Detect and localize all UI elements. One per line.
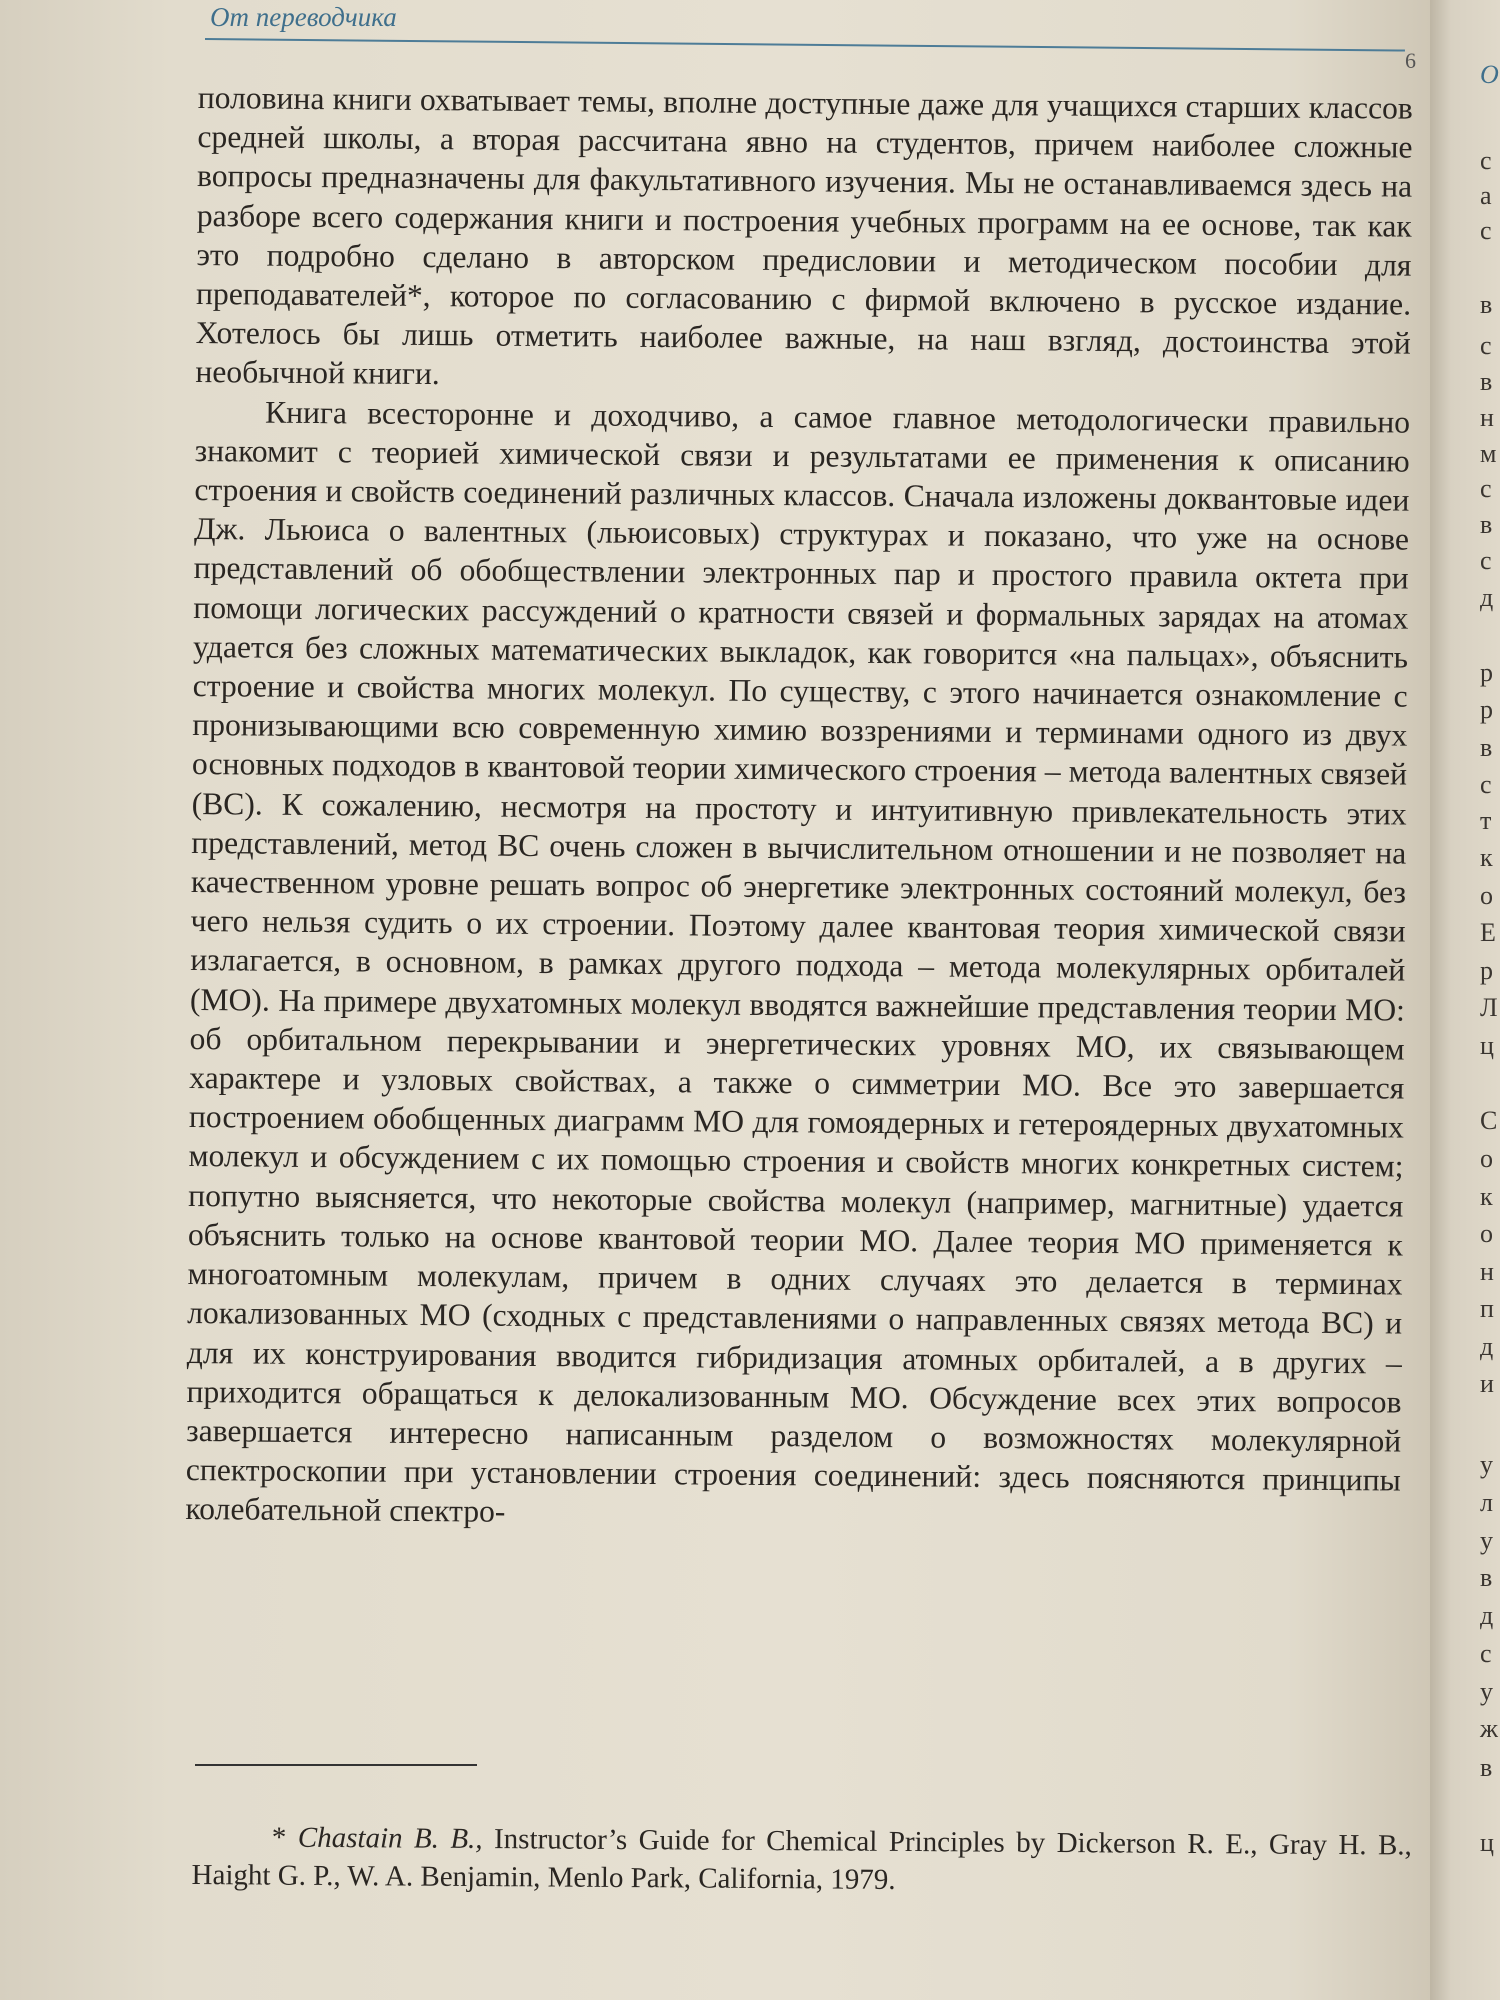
adjacent-letter: р [1480, 695, 1493, 724]
adjacent-letter: в [1480, 510, 1493, 539]
adjacent-letter: и [1480, 1369, 1494, 1398]
footnote-author: Chastain B. B., [297, 1821, 483, 1856]
adjacent-letter: о [1480, 1144, 1493, 1173]
adjacent-letter: д [1480, 1332, 1494, 1361]
adjacent-letter: ц [1480, 1031, 1494, 1060]
adjacent-letter: п [1480, 1294, 1494, 1323]
adjacent-letter: ц [1480, 1828, 1494, 1857]
adjacent-letter: Е [1480, 918, 1496, 947]
adjacent-letter: в [1480, 367, 1493, 396]
adjacent-letter: н [1480, 403, 1494, 432]
adjacent-letter: с [1480, 146, 1492, 175]
adjacent-letter: в [1480, 733, 1493, 762]
adjacent-letter: с [1480, 331, 1492, 360]
body-text [185, 78, 1413, 1539]
adjacent-letter: ж [1480, 1714, 1498, 1743]
adjacent-letter: в [1480, 1563, 1493, 1592]
adjacent-letter: м [1480, 439, 1497, 468]
adjacent-letter: с [1480, 1639, 1492, 1668]
adjacent-letter: о [1480, 1219, 1493, 1248]
footnote-rule [195, 1764, 477, 1766]
adjacent-letter: в [1480, 1753, 1493, 1782]
adjacent-letter: у [1480, 1526, 1493, 1555]
footnote-indent [192, 1846, 272, 1847]
adjacent-letter: в [1480, 290, 1493, 319]
footnote [191, 1818, 1412, 1903]
adjacent-letter: с [1480, 770, 1492, 799]
adjacent-page-letters [1478, 0, 1500, 2000]
adjacent-letter: д [1480, 583, 1494, 612]
adjacent-letter: д [1480, 1601, 1494, 1630]
adjacent-letter: С [1480, 1106, 1498, 1135]
adjacent-letter: о [1480, 881, 1493, 910]
adjacent-letter: н [1480, 1257, 1494, 1286]
adjacent-letter: с [1480, 474, 1492, 503]
adjacent-letter: а [1480, 181, 1492, 210]
adjacent-letter: у [1480, 1450, 1493, 1479]
adjacent-letter: т [1480, 806, 1492, 835]
page-number: 6 [1405, 48, 1416, 73]
adjacent-letter: с [1480, 546, 1492, 575]
header-rule [205, 38, 1405, 52]
adjacent-letter: О [1480, 60, 1499, 89]
adjacent-letter: у [1480, 1677, 1493, 1706]
footnote-marker: * [271, 1821, 287, 1854]
running-head: От переводчика [210, 2, 397, 32]
adjacent-letter: р [1480, 658, 1493, 687]
adjacent-letter: л [1480, 1488, 1493, 1517]
adjacent-letter: к [1480, 843, 1493, 872]
footnote-text: Instructor’s Guide for Chemical Principles by Dickerson R. E., Gray H. B., Haight G. P., W. A. Benjamin, Menlo Park, California, 1979. [191, 1823, 1412, 1896]
paragraph-2: Книга всесторонне и доходчиво, а самое главное методологически правильно знакомит с теорией химической связи и результатами ее применения к описанию строения и свойств соединений различных классов. Сначала изложены доквантовые идеи Дж. Льюиса о валентных (льюисовых) структурах и показано, что уже на основе представлений об обобществлении электронных пар и простого правила октета при помощи логических рассуждений о кратности связей и формальных зарядах на атомах удается без сложных математических выкладок, как говорится «на пальцах», объяснить строение и свойства многих молекул. По существу, с этого начинается ознакомление с пронизывающими всю современную химию воззрениями и терминами одного из двух основных подходов в квантовой теории химического строения – метода валентных связей (ВС). К сожалению, несмотря на простоту и интуитивную привлекательность этих представлений, метод ВС очень сложен в вычислительном отношении и не позволяет на качественном уровне решать вопрос об энергетике электронных состояний молекул, без чего нельзя судить о их строении. Поэтому далее квантовая теория химической связи излагается, в основном, в рамках другого подхода – метода молекулярных орбиталей (МО). На примере двухатомных молекул вводятся важнейшие представления теории МО: об орбитальном перекрывании и энергетических уровнях МО, их связывающем характере и узловых свойствах, а также о симметрии МО. Все это завершается построением обобщенных диаграмм МО для гомоядерных и гетероядерных двухатомных молекул и обсуждением с их помощью строения и свойств многих конкретных систем; попутно выясняется, что некоторые свойства молекул (например, магнитные) удается объяснить только на основе квантовой теории МО. Далее теория МО применяется к многоатомным молекулам, причем в одних случаях это делается в терминах локализованных МО (сходных с представлениями о направленных связях метода ВС) и для их конструирования вводится гибридизация атомных орбиталей, а в других – приходится обращаться к делокализованным МО. Обсуждение всех этих вопросов завершается интересно написанным разделом о возможностях молекулярной спектроскопии при установлении строения соединений: здесь поясняются принципы колебательной спектро- [185, 394, 1411, 1530]
adjacent-letter: с [1480, 216, 1492, 245]
paragraph-1: половина книги охватывает темы, вполне доступные даже для учащихся старших классов средней школы, а вторая рассчитана явно на студентов, причем наиболее сложные вопросы предназначены для факультативного изучения. Мы не останавливаемся здесь на разборе всего содержания книги и построения учебных программ на ее основе, так как это подробно сделано в авторском предисловии и методическом пособии для преподавателей*, которое по согласованию с фирмой включено в русское издание. Хотелось бы лишь отметить наиболее важные, на наш взгляд, достоинства этой необычной книги. [195, 79, 1413, 392]
adjacent-letter: Л [1480, 993, 1498, 1022]
adjacent-letter: к [1480, 1182, 1493, 1211]
adjacent-letter: р [1480, 956, 1493, 985]
